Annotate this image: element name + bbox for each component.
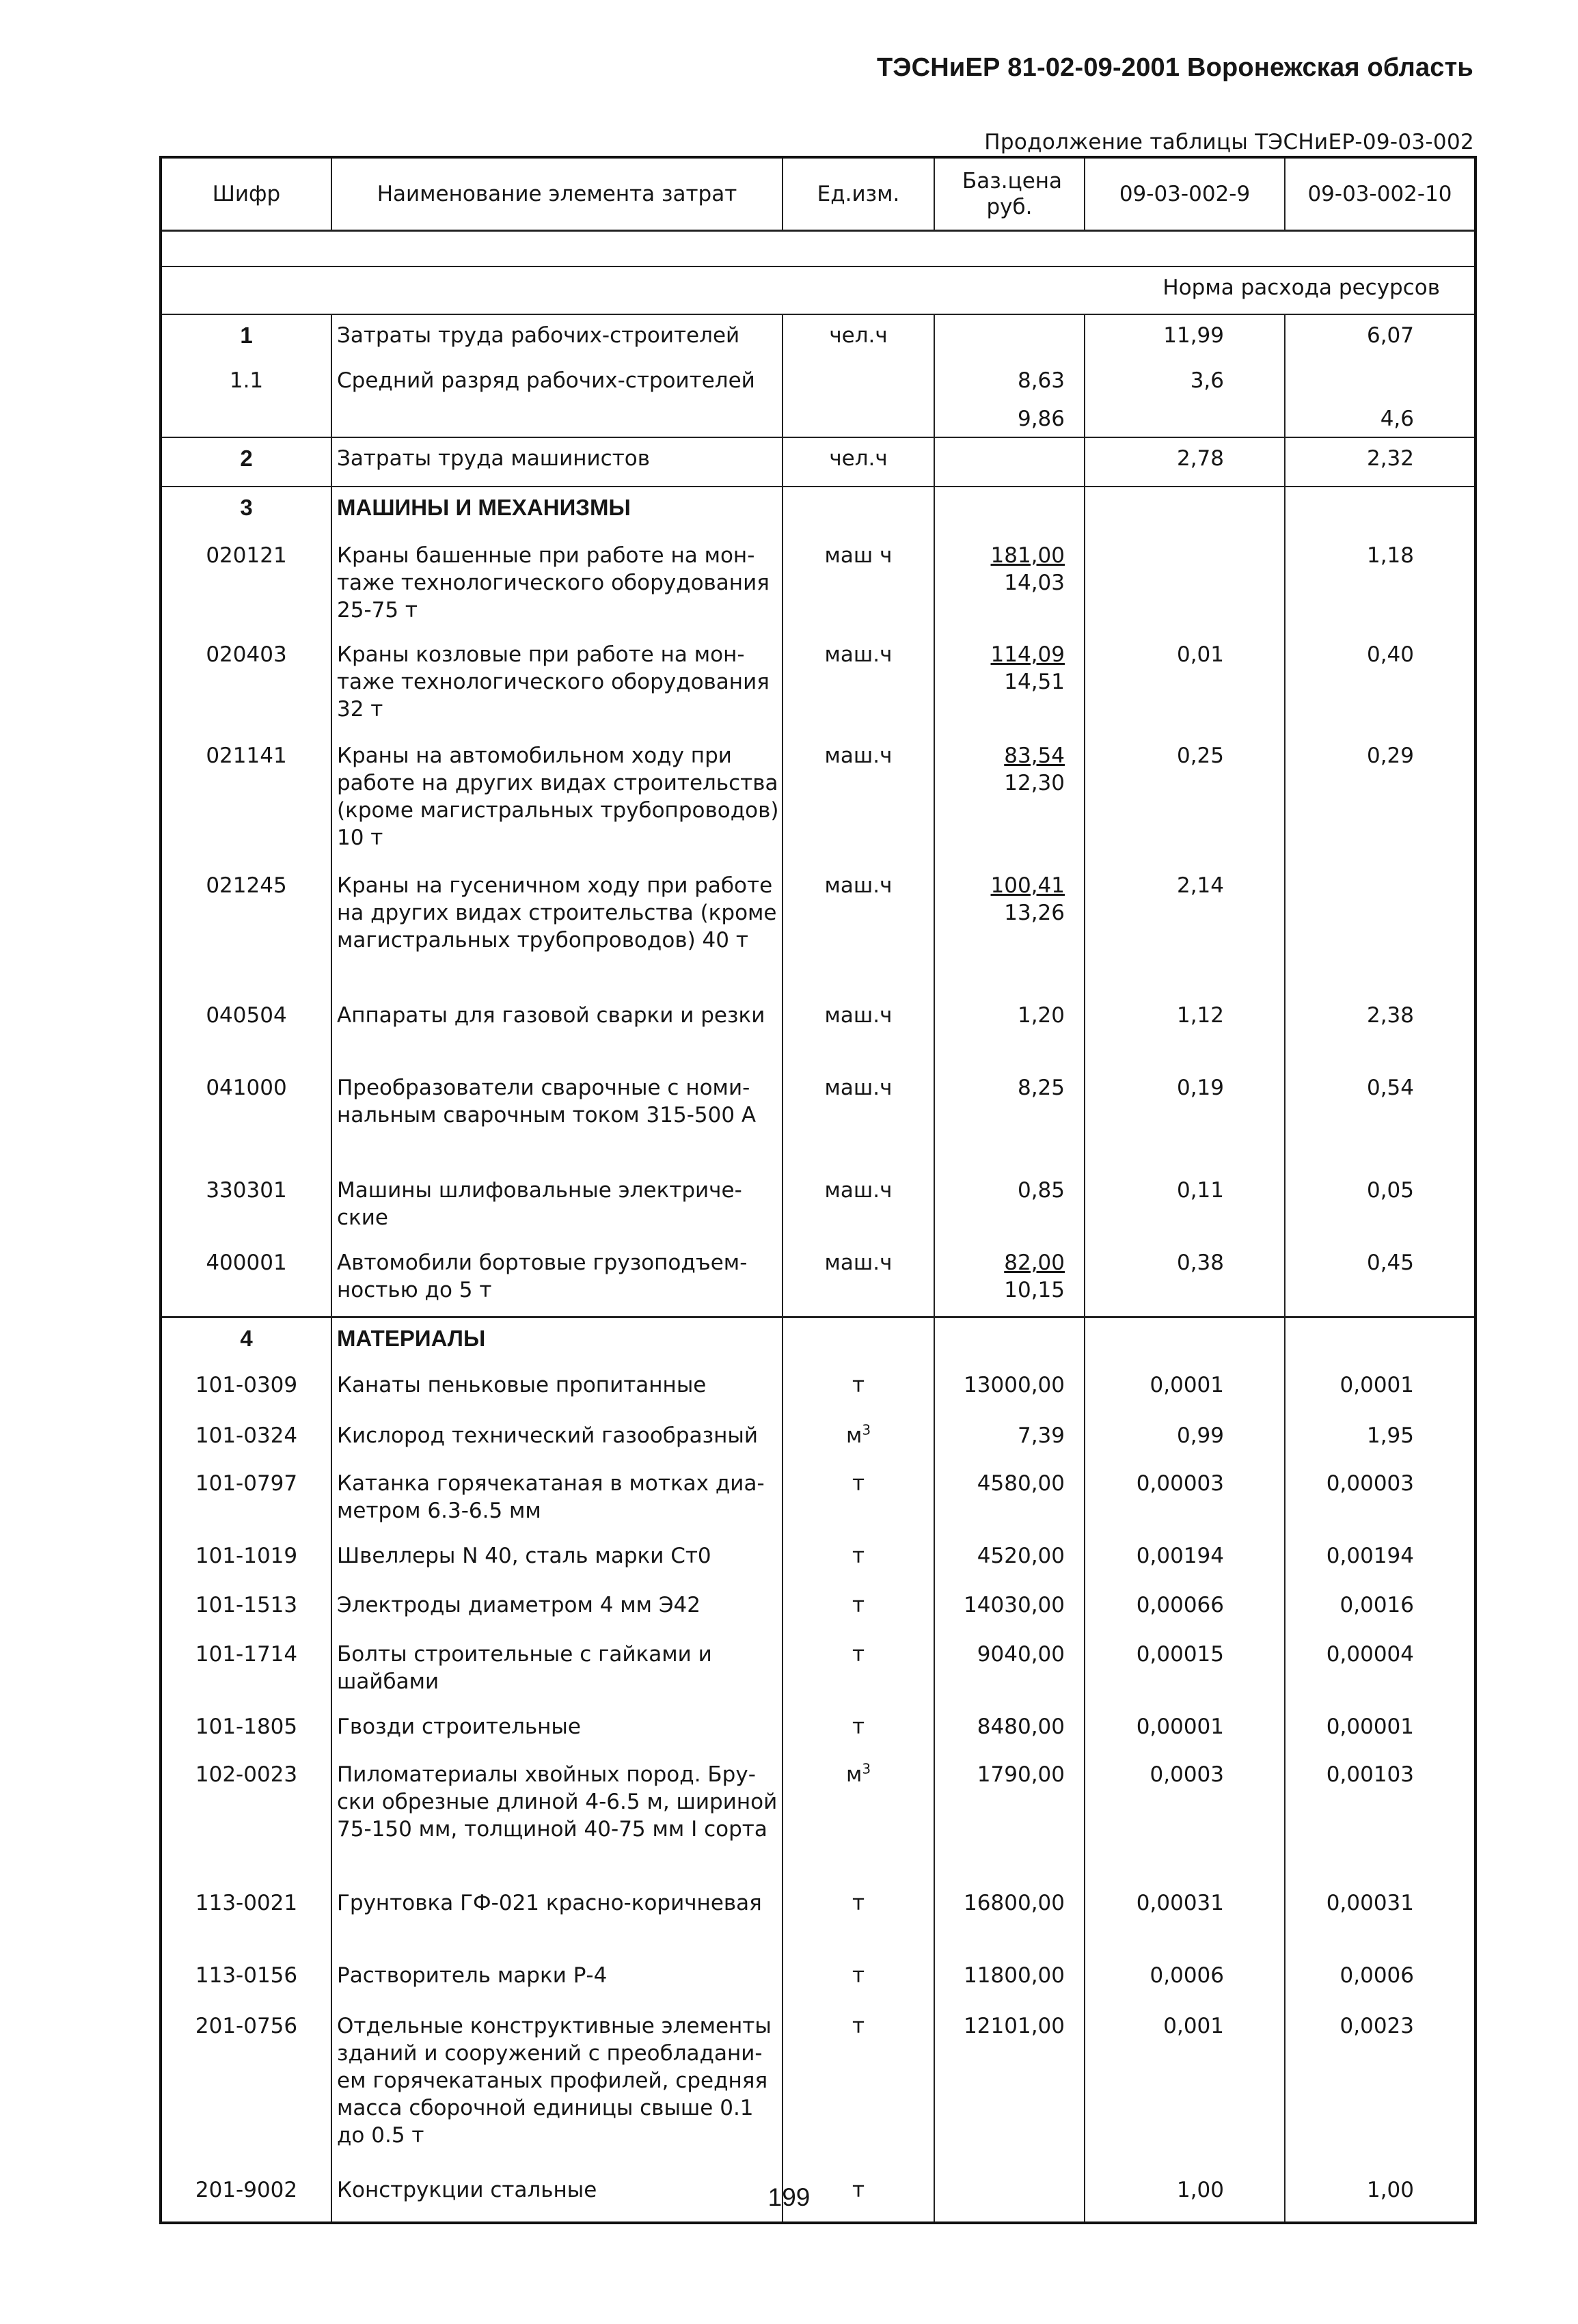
row-code: 2 <box>161 437 331 487</box>
row-unit <box>783 1634 934 1706</box>
row-unit-text: т <box>852 1714 865 1739</box>
row-value-col2: 0,29 <box>1285 735 1475 865</box>
row-price-value: 8480,00 <box>977 1714 1065 1739</box>
row-unit-text: т <box>852 1544 865 1568</box>
row-code: 101-1513 <box>161 1585 331 1634</box>
row-price <box>934 1170 1085 1242</box>
row-unit <box>783 487 934 535</box>
resource-norms-table <box>159 156 1477 2224</box>
row-price <box>934 405 1085 437</box>
row-name: Краны на автомобильном ходу при работе на других видах строительства (кроме магистральных трубопроводов) 10 т <box>331 735 783 865</box>
row-value-col2: 6,07 <box>1285 314 1475 360</box>
row-unit-text: т <box>852 1963 865 1988</box>
header-code: Шифр <box>161 157 331 231</box>
row-price-value: 0,85 <box>1017 1178 1065 1203</box>
row-unit-text: м <box>845 1423 862 1448</box>
row-unit <box>783 865 934 995</box>
table-row <box>161 1634 1475 1706</box>
row-unit-text: т <box>852 1593 865 1617</box>
row-unit <box>783 1463 934 1535</box>
row-name: Краны на гусеничном ходу при работе на других видах строительства (кроме магистральных трубопроводов) 40 т <box>331 865 783 995</box>
row-unit-superscript: 3 <box>862 1421 871 1438</box>
row-unit <box>783 1365 934 1415</box>
row-unit <box>783 360 934 405</box>
row-unit-text: т <box>852 1891 865 1915</box>
row-unit <box>783 1883 934 1955</box>
row-unit-text: м <box>845 1762 862 1787</box>
row-code: 041000 <box>161 1067 331 1170</box>
row-unit-text: маш.ч <box>824 642 893 667</box>
row-unit-text: маш ч <box>824 543 893 568</box>
row-value-col1: 0,00003 <box>1085 1463 1285 1535</box>
row-price-value: 1,20 <box>1017 1003 1065 1028</box>
row-name: Грунтовка ГФ-021 красно-коричневая <box>331 1883 783 1955</box>
row-unit-text: маш.ч <box>824 1250 893 1275</box>
table-row <box>161 1706 1475 1754</box>
row-value-col2: 0,00194 <box>1285 1535 1475 1585</box>
row-value-col1 <box>1085 535 1285 634</box>
row-price-secondary: 10,15 <box>1004 1278 1065 1302</box>
row-code: 021141 <box>161 735 331 865</box>
row-unit <box>783 2006 934 2170</box>
row-price-value: 4580,00 <box>977 1471 1065 1496</box>
row-value-col1: 1,00 <box>1085 2170 1285 2223</box>
row-name: МАТЕРИАЛЫ <box>331 1317 783 1365</box>
row-value-col2: 1,95 <box>1285 1415 1475 1463</box>
row-value-col2: 1,18 <box>1285 535 1475 634</box>
row-unit <box>783 1706 934 1754</box>
row-v2 <box>1285 487 1475 535</box>
row-unit <box>783 314 934 360</box>
row-value-col2: 1,00 <box>1285 2170 1475 2223</box>
row-code: 040504 <box>161 995 331 1067</box>
row-price-value: 8,63 <box>1017 368 1065 393</box>
row-code <box>161 405 331 437</box>
row-unit <box>783 1585 934 1634</box>
row-price <box>934 1365 1085 1415</box>
document-header-title: ТЭСНиЕР 81-02-09-2001 Воронежская область <box>876 53 1473 82</box>
row-v1 <box>1085 1317 1285 1365</box>
row-value-col2: 2,32 <box>1285 437 1475 487</box>
row-code: 020403 <box>161 634 331 735</box>
row-price-secondary: 14,03 <box>1004 571 1065 595</box>
row-price-value: 16800,00 <box>964 1891 1065 1915</box>
row-name: Пиломатериалы хвойных пород. Бруски обрезные длиной 4-6.5 м, шириной 75-150 мм, толщиной 40-75 мм I сорта <box>331 1754 783 1883</box>
row-name: Катанка горячекатаная в мотках диаметром 6.3-6.5 мм <box>331 1463 783 1535</box>
row-name <box>331 405 783 437</box>
row-price <box>934 1067 1085 1170</box>
row-unit <box>783 1170 934 1242</box>
row-unit-text: чел.ч <box>829 323 888 348</box>
row-price-value: 114,09 <box>990 642 1065 667</box>
row-price <box>934 1463 1085 1535</box>
row-unit <box>783 1754 934 1883</box>
row-code: 020121 <box>161 535 331 634</box>
row-code: 102-0023 <box>161 1754 331 1883</box>
row-unit-text: маш.ч <box>824 743 893 768</box>
row-unit-text: т <box>852 1642 865 1667</box>
row-unit-text: чел.ч <box>829 446 888 471</box>
row-price <box>934 735 1085 865</box>
table-row <box>161 634 1475 735</box>
row-code: 101-0309 <box>161 1365 331 1415</box>
row-price <box>934 995 1085 1067</box>
table-row <box>161 1955 1475 2006</box>
table-header-row <box>161 157 1475 231</box>
row-code: 201-9002 <box>161 2170 331 2223</box>
row-value-col2: 0,00001 <box>1285 1706 1475 1754</box>
row-name: Средний разряд рабочих-строителей <box>331 360 783 405</box>
row-price-secondary: 14,51 <box>1004 670 1065 694</box>
row-price <box>934 1754 1085 1883</box>
row-name: Конструкции стальные <box>331 2170 783 2223</box>
row-price-value: 9040,00 <box>977 1642 1065 1667</box>
row-name: Кислород технический газообразный <box>331 1415 783 1463</box>
row-unit-text: маш.ч <box>824 1076 893 1100</box>
row-value-col2 <box>1285 360 1475 405</box>
row-code: 400001 <box>161 1242 331 1317</box>
header-name: Наименование элемента затрат <box>331 157 783 231</box>
row-name: Болты строительные с гайками и шайбами <box>331 1634 783 1706</box>
row-value-col2: 0,00031 <box>1285 1883 1475 1955</box>
row-name: Краны башенные при работе на монтаже технологического оборудования 25-75 т <box>331 535 783 634</box>
row-code: 113-0156 <box>161 1955 331 2006</box>
header-price: Баз.цена руб. <box>934 157 1085 231</box>
row-price-value: 181,00 <box>990 543 1065 568</box>
row-unit-text: маш.ч <box>824 1003 893 1028</box>
row-value-col1: 2,78 <box>1085 437 1285 487</box>
row-value-col1: 0,19 <box>1085 1067 1285 1170</box>
norm-label-row <box>161 266 1475 314</box>
row-price-value: 13000,00 <box>964 1373 1065 1397</box>
page-number: 199 <box>767 2183 811 2211</box>
row-code: 1.1 <box>161 360 331 405</box>
table-row <box>161 437 1475 487</box>
row-value-col1: 0,00066 <box>1085 1585 1285 1634</box>
row-value-col2: 0,00004 <box>1285 1634 1475 1706</box>
row-price-value: 82,00 <box>1004 1250 1065 1275</box>
row-price-value: 100,41 <box>990 873 1065 898</box>
row-price <box>934 634 1085 735</box>
row-value-col1: 0,01 <box>1085 634 1285 735</box>
row-value-col2: 0,0023 <box>1285 2006 1475 2170</box>
row-unit <box>783 1067 934 1170</box>
table-row <box>161 1365 1475 1415</box>
row-value-col1: 0,0003 <box>1085 1754 1285 1883</box>
row-price <box>934 865 1085 995</box>
row-price-secondary: 13,26 <box>1004 901 1065 925</box>
row-name: Преобразователи сварочные с номинальным сварочным током 315-500 А <box>331 1067 783 1170</box>
row-unit-superscript: 3 <box>862 1760 871 1777</box>
table-row <box>161 405 1475 437</box>
row-code: 4 <box>161 1317 331 1365</box>
table-row <box>161 1242 1475 1317</box>
table-row <box>161 314 1475 360</box>
table-row <box>161 1415 1475 1463</box>
row-code: 101-0797 <box>161 1463 331 1535</box>
header-col1: 09-03-002-9 <box>1085 157 1285 231</box>
row-value-col2: 0,45 <box>1285 1242 1475 1317</box>
row-price-value: 7,39 <box>1017 1423 1065 1448</box>
row-name: Затраты труда машинистов <box>331 437 783 487</box>
row-value-col1: 0,0006 <box>1085 1955 1285 2006</box>
row-unit-text: маш.ч <box>824 873 893 898</box>
table-row <box>161 1883 1475 1955</box>
row-value-col1: 0,38 <box>1085 1242 1285 1317</box>
header-col2: 09-03-002-10 <box>1285 157 1475 231</box>
row-value-col2: 4,6 <box>1285 405 1475 437</box>
row-value-col2: 0,0006 <box>1285 1955 1475 2006</box>
row-code: 3 <box>161 487 331 535</box>
row-unit-text: т <box>852 2178 865 2202</box>
row-code: 201-0756 <box>161 2006 331 2170</box>
row-price <box>934 1634 1085 1706</box>
row-name: Электроды диаметром 4 мм Э42 <box>331 1585 783 1634</box>
row-unit <box>783 1955 934 2006</box>
row-price <box>934 1955 1085 2006</box>
row-value-col1: 0,99 <box>1085 1415 1285 1463</box>
row-unit-text: т <box>852 1373 865 1397</box>
row-unit <box>783 1415 934 1463</box>
table-row <box>161 535 1475 634</box>
row-value-col2: 0,0001 <box>1285 1365 1475 1415</box>
row-name: Затраты труда рабочих-строителей <box>331 314 783 360</box>
row-value-col1: 0,00001 <box>1085 1706 1285 1754</box>
table-row <box>161 865 1475 995</box>
row-price <box>934 314 1085 360</box>
row-value-col2: 0,54 <box>1285 1067 1475 1170</box>
row-name: Гвозди строительные <box>331 1706 783 1754</box>
row-code: 101-1805 <box>161 1706 331 1754</box>
row-name: МАШИНЫ И МЕХАНИЗМЫ <box>331 487 783 535</box>
table-row <box>161 1317 1475 1365</box>
row-name: Краны козловые при работе на монтаже технологического оборудования 32 т <box>331 634 783 735</box>
row-value-col1: 0,0001 <box>1085 1365 1285 1415</box>
row-price-value: 8,25 <box>1017 1076 1065 1100</box>
row-price <box>934 1317 1085 1365</box>
table-row <box>161 1067 1475 1170</box>
table-row <box>161 1585 1475 1634</box>
row-unit <box>783 995 934 1067</box>
norm-label: Норма расхода ресурсов <box>1085 266 1475 314</box>
table-row <box>161 487 1475 535</box>
row-price-value: 12101,00 <box>964 2014 1065 2038</box>
row-price-value: 1790,00 <box>977 1762 1065 1787</box>
table-row <box>161 360 1475 405</box>
row-price-value: 83,54 <box>1004 743 1065 768</box>
row-price-value: 11800,00 <box>964 1963 1065 1988</box>
table-continuation-caption: Продолжение таблицы ТЭСНиЕР-09-03-002 <box>984 130 1474 154</box>
header-spacer-row <box>161 231 1475 267</box>
table-row <box>161 735 1475 865</box>
table-row <box>161 1170 1475 1242</box>
row-code: 1 <box>161 314 331 360</box>
row-code: 101-1019 <box>161 1535 331 1585</box>
row-v1 <box>1085 487 1285 535</box>
row-value-col1 <box>1085 405 1285 437</box>
row-price-value: 9,86 <box>1017 407 1065 431</box>
row-value-col1: 0,001 <box>1085 2006 1285 2170</box>
row-value-col1: 0,11 <box>1085 1170 1285 1242</box>
table-row <box>161 1463 1475 1535</box>
row-name: Отдельные конструктивные элементы зданий и сооружений с преобладанием горячекатаных профилей, средняя масса сборочной единицы свыше 0.1 до 0.5 т <box>331 2006 783 2170</box>
row-unit <box>783 1242 934 1317</box>
row-name: Швеллеры N 40, сталь марки Ст0 <box>331 1535 783 1585</box>
row-name: Аппараты для газовой сварки и резки <box>331 995 783 1067</box>
row-unit <box>783 1317 934 1365</box>
row-price <box>934 1883 1085 1955</box>
row-unit-text: т <box>852 1471 865 1496</box>
row-unit <box>783 1535 934 1585</box>
row-name: Растворитель марки Р-4 <box>331 1955 783 2006</box>
table-row <box>161 1535 1475 1585</box>
row-value-col1: 2,14 <box>1085 865 1285 995</box>
row-value-col1: 0,00031 <box>1085 1883 1285 1955</box>
table-row <box>161 2006 1475 2170</box>
row-value-col2: 0,0016 <box>1285 1585 1475 1634</box>
row-code: 113-0021 <box>161 1883 331 1955</box>
row-price <box>934 360 1085 405</box>
row-value-col2: 0,00003 <box>1285 1463 1475 1535</box>
table-row <box>161 1754 1475 1883</box>
row-value-col1: 11,99 <box>1085 314 1285 360</box>
row-price <box>934 535 1085 634</box>
row-value-col1: 1,12 <box>1085 995 1285 1067</box>
row-price-value: 4520,00 <box>977 1544 1065 1568</box>
row-value-col1: 0,25 <box>1085 735 1285 865</box>
row-value-col2: 0,40 <box>1285 634 1475 735</box>
table-row <box>161 995 1475 1067</box>
header-unit: Ед.изм. <box>783 157 934 231</box>
row-unit-text: маш.ч <box>824 1178 893 1203</box>
row-value-col2: 0,00103 <box>1285 1754 1475 1883</box>
row-unit <box>783 437 934 487</box>
row-value-col1: 0,00194 <box>1085 1535 1285 1585</box>
row-unit <box>783 735 934 865</box>
row-value-col2: 0,05 <box>1285 1170 1475 1242</box>
row-unit-text: т <box>852 2014 865 2038</box>
row-price <box>934 2006 1085 2170</box>
row-unit <box>783 634 934 735</box>
row-code: 101-0324 <box>161 1415 331 1463</box>
row-name: Канаты пеньковые пропитанные <box>331 1365 783 1415</box>
row-v2 <box>1285 1317 1475 1365</box>
row-price <box>934 437 1085 487</box>
row-price-value: 14030,00 <box>964 1593 1065 1617</box>
row-value-col1: 0,00015 <box>1085 1634 1285 1706</box>
row-price <box>934 1706 1085 1754</box>
row-price <box>934 1415 1085 1463</box>
row-unit <box>783 535 934 634</box>
row-value-col2: 2,38 <box>1285 995 1475 1067</box>
row-name: Машины шлифовальные электрические <box>331 1170 783 1242</box>
row-price-secondary: 12,30 <box>1004 771 1065 795</box>
row-code: 101-1714 <box>161 1634 331 1706</box>
row-name: Автомобили бортовые грузоподъемностью до 5 т <box>331 1242 783 1317</box>
row-value-col1: 3,6 <box>1085 360 1285 405</box>
row-code: 021245 <box>161 865 331 995</box>
row-price <box>934 1585 1085 1634</box>
row-price <box>934 487 1085 535</box>
row-code: 330301 <box>161 1170 331 1242</box>
row-price <box>934 1535 1085 1585</box>
row-value-col2 <box>1285 865 1475 995</box>
row-price <box>934 1242 1085 1317</box>
row-unit <box>783 405 934 437</box>
